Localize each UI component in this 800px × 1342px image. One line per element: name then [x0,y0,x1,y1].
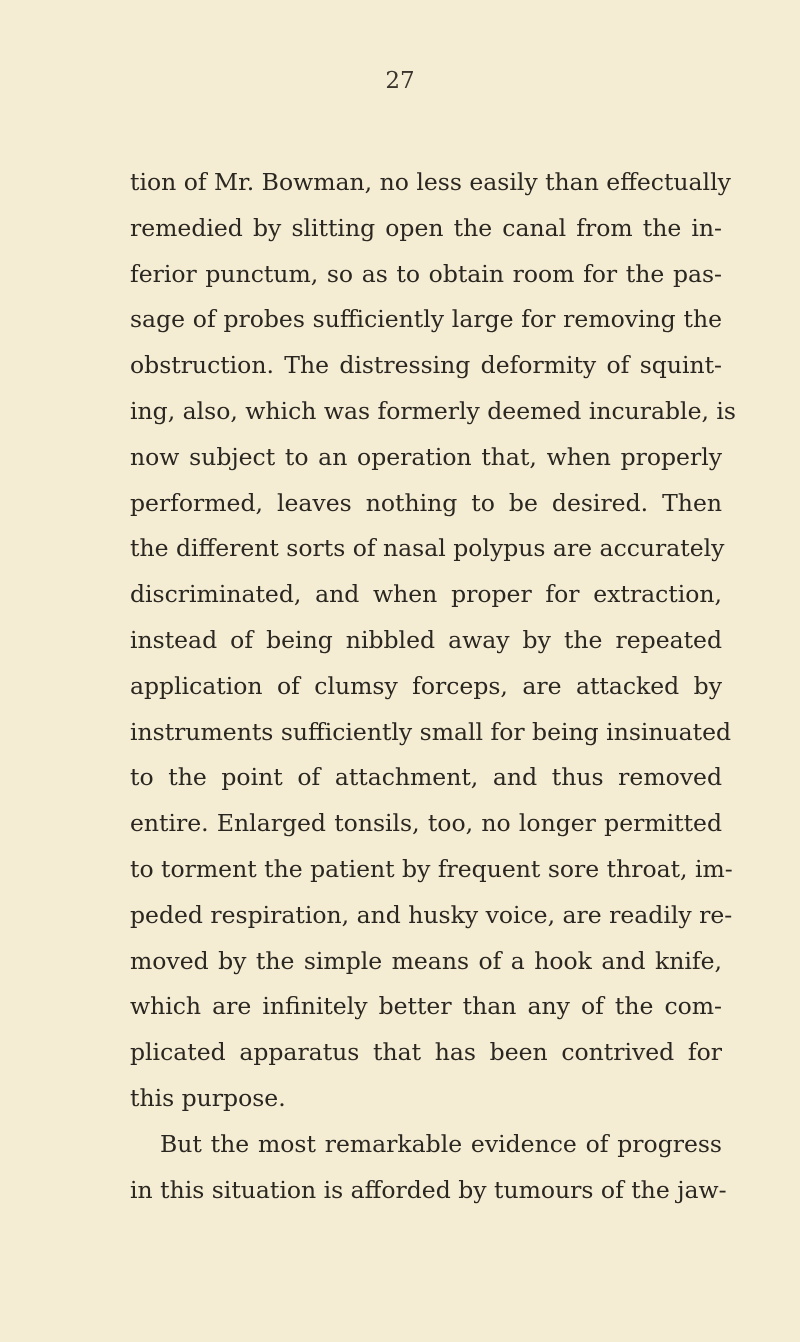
text-line: in this situation is afforded by tumours of the jaw- [130,1175,727,1204]
text-line: performed, leaves nothing to be desired. Then [130,488,722,517]
text-line: peded respiration, and husky voice, are readily re- [130,900,733,929]
text-line: plicated apparatus that has been contrived for [130,1038,722,1067]
text-line: instruments sufficiently small for being insinuated [130,717,732,746]
page-body-text [130,160,736,1213]
text-line: remedied by slitting open the canal from the in- [130,213,722,242]
text-line: application of clumsy forceps, are attacked by [130,671,722,700]
text-line: now subject to an operation that, when properly [130,442,722,471]
text-line: this purpose. [130,1083,286,1112]
text-line: instead of being nibbled away by the repeated [130,625,722,654]
text-line: to the point of attachment, and thus removed [130,763,722,792]
text-line: But the most remarkable evidence of progress [160,1129,722,1158]
text-line: sage of probes sufficiently large for removing the [130,305,722,334]
text-line: the different sorts of nasal polypus are accurately [130,534,725,563]
text-line: ing, also, which was formerly deemed incurable, is [130,396,736,425]
text-line: moved by the simple means of a hook and knife, [130,946,722,975]
text-line: ferior punctum, so as to obtain room for the pas- [130,259,722,288]
text-line: obstruction. The distressing deformity of squint- [130,351,722,380]
page-number: 27 [385,68,415,94]
text-line: to torment the patient by frequent sore throat, im- [130,854,733,883]
text-line: entire. Enlarged tonsils, too, no longer permitted [130,809,722,838]
text-line: tion of Mr. Bowman, no less easily than effectually [130,168,731,196]
text-line: which are infinitely better than any of the com- [130,992,722,1021]
text-line: discriminated, and when proper for extraction, [130,580,722,609]
